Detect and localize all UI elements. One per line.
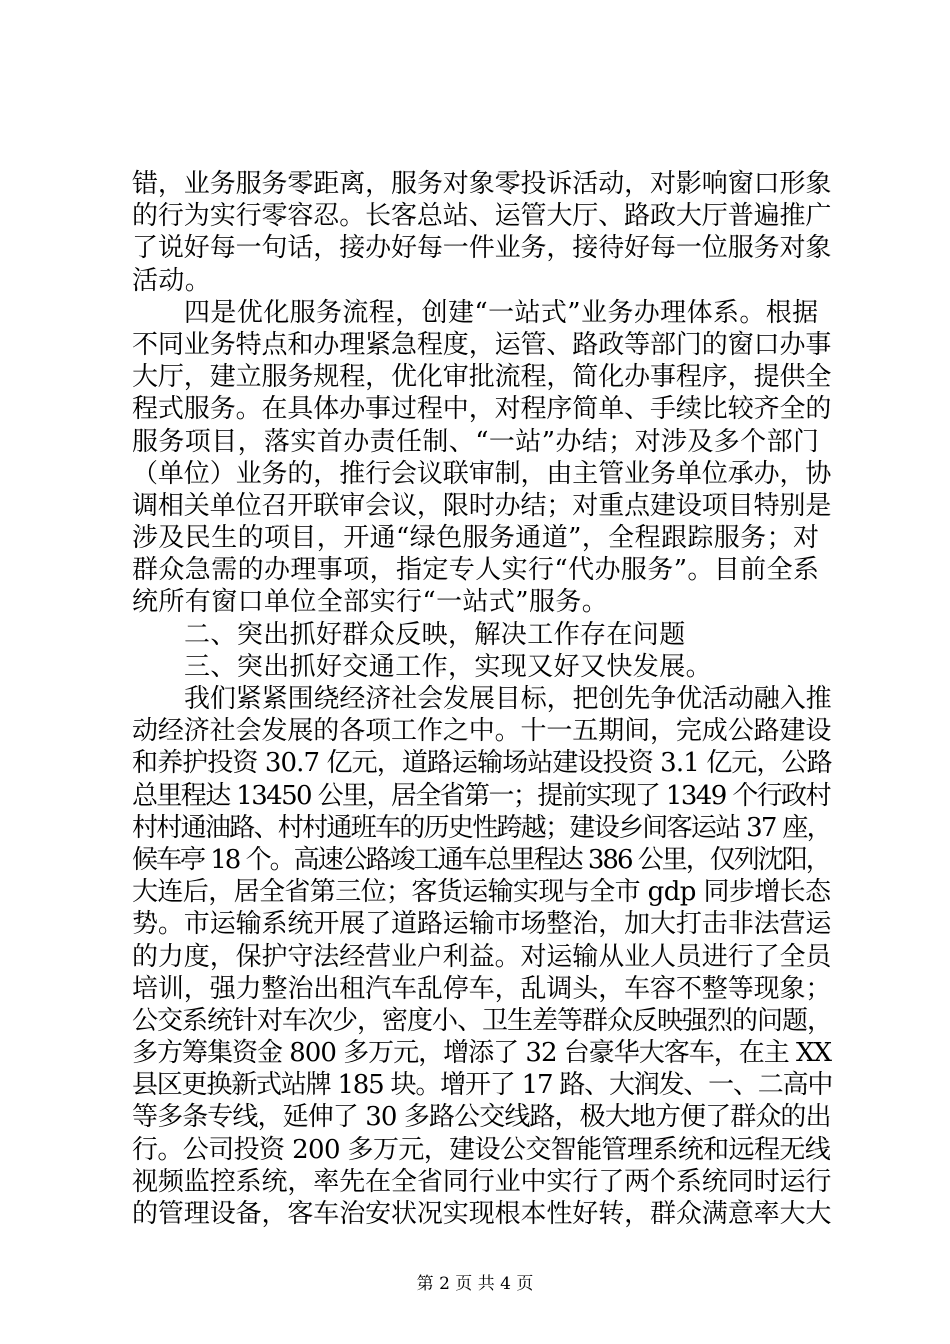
text-line: 调相关单位召开联审会议，限时办结；对重点建设项目特别是 <box>132 490 832 521</box>
text-line: 大厅，建立服务规程，优化审批流程，简化办事程序，提供全 <box>132 362 832 393</box>
text-line: 的力度，保护守法经营业户利益。对运输从业人员进行了全员 <box>132 941 832 972</box>
text-line: 总里程达 13450 公里，居全省第一；提前实现了 1349 个行政村 <box>132 780 830 811</box>
text-line: 动经济社会发展的各项工作之中。十一五期间，完成公路建设 <box>132 716 832 747</box>
text-line: 行。公司投资 200 多万元，建设公交智能管理系统和远程无线 <box>132 1134 831 1165</box>
text-line: 了说好每一句话，接办好每一件业务，接待好每一位服务对象 <box>132 233 832 264</box>
text-line: 服务项目，落实首办责任制、“一站”办结；对涉及多个部门 <box>132 426 820 457</box>
document-body <box>132 168 832 1230</box>
text-line: 等多条专线，延伸了 30 多路公交线路，极大地方便了群众的出 <box>132 1102 831 1133</box>
text-line: 涉及民生的项目，开通“绿色服务通道”，全程跟踪服务；对 <box>132 523 820 554</box>
text-line: 程式服务。在具体办事过程中，对程序简单、手续比较齐全的 <box>132 394 832 425</box>
text-line: 候车亭 18 个。高速公路竣工通车总里程达 386 公里，仅列沈阳， <box>132 844 830 875</box>
text-line: 村村通油路、村村通班车的历史性跨越；建设乡间客运站 37 座， <box>132 812 831 843</box>
text-line: 和养护投资 30.7 亿元，道路运输场站建设投资 3.1 亿元，公路 <box>132 748 832 779</box>
text-line: 活动。 <box>132 265 212 296</box>
text-line: 统所有窗口单位全部实行“一站式”服务。 <box>132 587 609 618</box>
page-number-footer: 第 2 页 共 4 页 <box>416 1274 534 1294</box>
text-line: 势。市运输系统开展了道路运输市场整治，加大打击非法营运 <box>132 909 832 940</box>
text-line: 大连后，居全省第三位；客货运输实现与全市 gdp 同步增长态 <box>132 877 831 908</box>
text-line: 培训，强力整治出租汽车乱停车，乱调头，车容不整等现象； <box>132 973 832 1004</box>
text-line: 视频监控系统，率先在全省同行业中实行了两个系统同时运行 <box>132 1166 832 1197</box>
text-line: 群众急需的办理事项，指定专人实行“代办服务”。目前全系 <box>132 555 820 586</box>
section-heading: 二、突出抓好群众反映，解决工作存在问题 <box>184 619 686 650</box>
text-line: 多方筹集资金 800 多万元，增添了 32 台豪华大客车，在主 XX <box>132 1038 832 1069</box>
text-line: 公交系统针对车次少，密度小、卫生差等群众反映强烈的问题， <box>132 1005 833 1036</box>
section-heading: 三、突出抓好交通工作，实现又好又快发展。 <box>184 651 713 682</box>
paragraph-start-line: 我们紧紧围绕经济社会发展目标，把创先争优活动融入推 <box>184 684 832 714</box>
paragraph-start-line: 四是优化服务流程，创建“一站式”业务办理体系。根据 <box>184 297 819 328</box>
text-line: （单位）业务的，推行会议联审制，由主管业务单位承办，协 <box>132 458 832 489</box>
text-line: 的管理设备，客车治安状况实现根本性好转，群众满意率大大 <box>132 1199 832 1229</box>
text-line: 的行为实行零容忍。长客总站、运管大厅、路政大厅普遍推广 <box>132 201 832 232</box>
text-line: 不同业务特点和办理紧急程度，运管、路政等部门的窗口办事 <box>132 329 832 360</box>
text-line: 县区更换新式站牌 185 块。增开了 17 路、大润发、一、二高中 <box>132 1070 833 1101</box>
text-line: 错，业务服务零距离，服务对象零投诉活动，对影响窗口形象 <box>132 169 832 199</box>
